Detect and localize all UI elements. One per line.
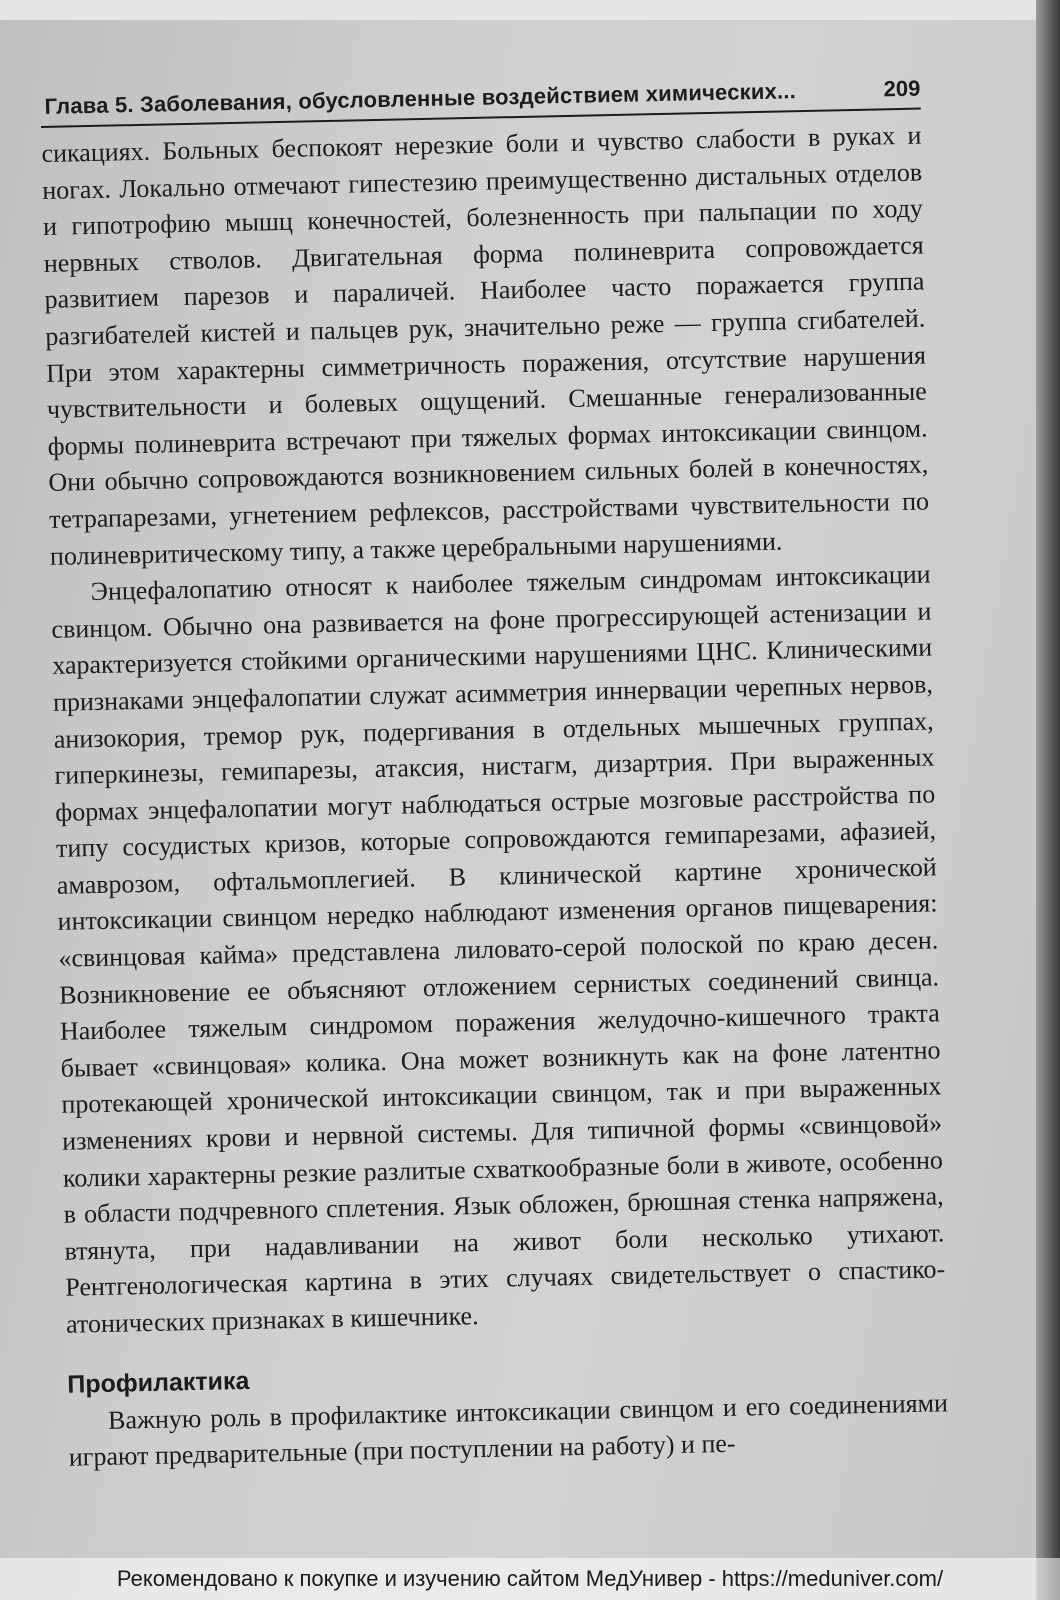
watermark-banner — [0, 1558, 1060, 1600]
paragraph-polyneuritis: сикациях. Больных беспокоят нерезкие боли и чувство слабости в руках и ногах. Локально отмечают гипестезию преимущественно дистальных отделов и гипотрофию мышц конечностей, болезненность при пальпации по ходу нервных стволов. Двигательная форма полиневрита сопровождается развитием парезов и параличей. Наиболее часто поражается группа разгибателей кистей и пальцев рук, значительно реже — группа сгибателей. При этом характерны симметричность поражения, отсутствие нарушения чувствительности и болевых ощущений. Смешанные генерализованные формы полиневрита встречают при тяжелых формах интоксикации свинцом. Они обычно сопровождаются возникновением сильных болей в конечностях, тетрапарезами, угнетением рефлексов, расстройствами чувствительности по полиневритическому типу, а также церебральными нарушениями. — [41, 120, 930, 571]
watermark-text: Рекомендовано к покупке и изучению сайтом МедУнивер - — [116, 1566, 722, 1591]
page-top-edge — [0, 0, 1060, 20]
page-number: 209 — [883, 75, 921, 102]
page-right-edge — [1036, 0, 1060, 1600]
book-page — [40, 62, 949, 1477]
paragraph-encephalopathy: Энцефалопатию относят к наиболее тяжелым синдромам интоксикации свинцом. Обычно она развивается на фоне прогрессирующей астенизации и характеризуется стойкими органическими нарушениями ЦНС. Клиническими признаками энцефалопатии служат асимметрия иннервации черепных нервов, анизокория, тремор рук, подергивания в отдельных мышечных группах, гиперкинезы, гемипарезы, атаксия, нистагм, дизартрия. При выраженных формах энцефалопатии могут наблюдаться острые мозговые расстройства по типу сосудистых кризов, которые сопровождаются гемипарезами, афазией, амаврозом, офтальмоплегией. В клинической картине хронической интоксикации свинцом нередко наблюдают изменения органов пищеварения: «свинцовая кайма» представлена лиловато-серой полоской по краю десен. Возникновение ее объясняют отложением сернистых соединений свинца. Наиболее тяжелым синдромом поражения желудочно-кишечного тракта бывает «свинцовая» колика. Она может возникнуть как на фоне латентно протекающей хронической интоксикации свинцом, так и при выраженных изменениях крови и нервной системы. Для типичной формы «свинцовой» колики характерны резкие разлитые схваткообразные боли в животе, особенно в области подчревного сплетения. Язык обложен, брюшная стенка напряжена, втянута, при надавливании на живот боли несколько утихают. Рентгенологическая картина в этих случаях свидетельствует о спастико-атонических признаках в кишечнике. — [51, 559, 946, 1339]
watermark-link[interactable]: https://meduniver.com/ — [721, 1566, 944, 1591]
paragraph-prevention: Важную роль в профилактике интоксикации свинцом и его соединениями играют предварительные (при поступлении на работу) и пе- — [68, 1387, 949, 1472]
chapter-title: Глава 5. Заболевания, обусловленные воздействием химических... — [44, 78, 797, 119]
body-text — [41, 110, 949, 1477]
section-heading-prevention: Профилактика — [67, 1366, 250, 1399]
